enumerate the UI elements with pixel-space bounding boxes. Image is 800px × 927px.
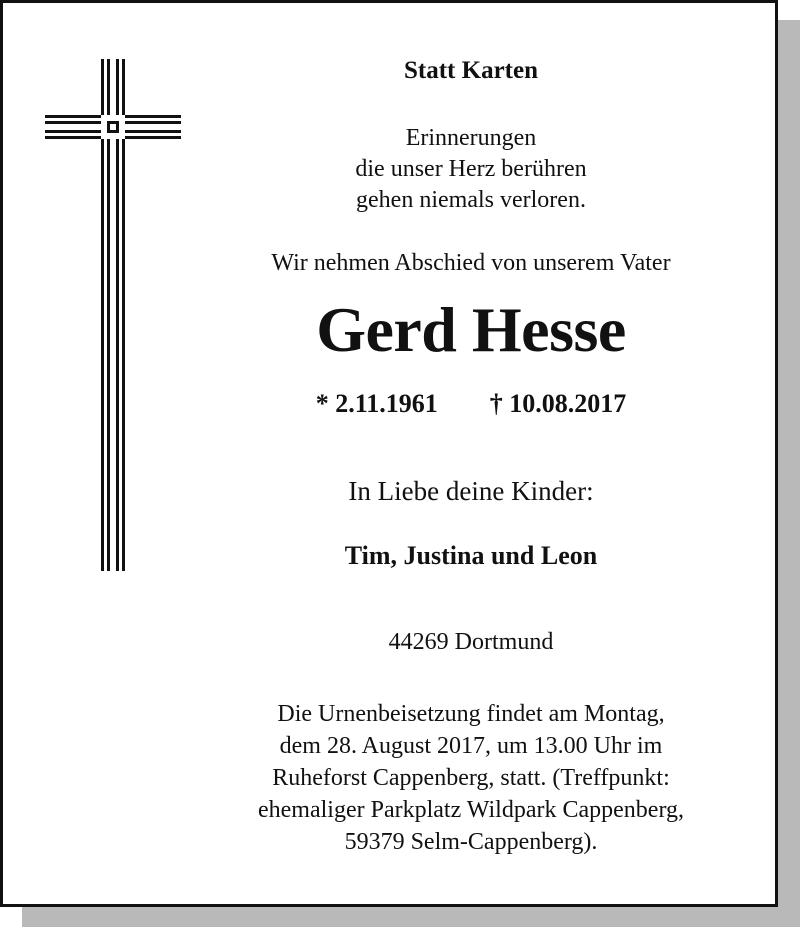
farewell-intro: Wir nehmen Abschied von unserem Vater — [271, 250, 671, 276]
birth-date: * 2.11.1961 — [315, 389, 438, 418]
heading: Statt Karten — [404, 57, 538, 84]
family-names: Tim, Justina und Leon — [344, 541, 598, 570]
place: 44269 Dortmund — [388, 629, 554, 655]
funeral-line: 59379 Selm-Cappenberg). — [344, 829, 598, 855]
funeral-line: Die Urnenbeisetzung findet am Montag, — [277, 701, 665, 727]
death-date: † 10.08.2017 — [489, 389, 627, 418]
funeral-line: Ruheforst Cappenberg, statt. (Treffpunkt: — [272, 765, 670, 791]
poem — [193, 123, 749, 216]
deceased-name: Gerd Hesse — [316, 294, 626, 365]
poem-line: die unser Herz berühren — [355, 156, 587, 182]
poem-line: gehen niemals verloren. — [356, 187, 586, 213]
funeral-line: dem 28. August 2017, um 13.00 Uhr im — [279, 733, 663, 759]
life-dates — [193, 389, 749, 419]
signoff: In Liebe deine Kinder: — [348, 476, 594, 506]
cross-icon — [45, 59, 181, 571]
funeral-line: ehemaliger Parkplatz Wildpark Cappenberg, — [258, 797, 684, 823]
funeral-info — [193, 698, 749, 858]
poem-line: Erinnerungen — [405, 125, 537, 151]
